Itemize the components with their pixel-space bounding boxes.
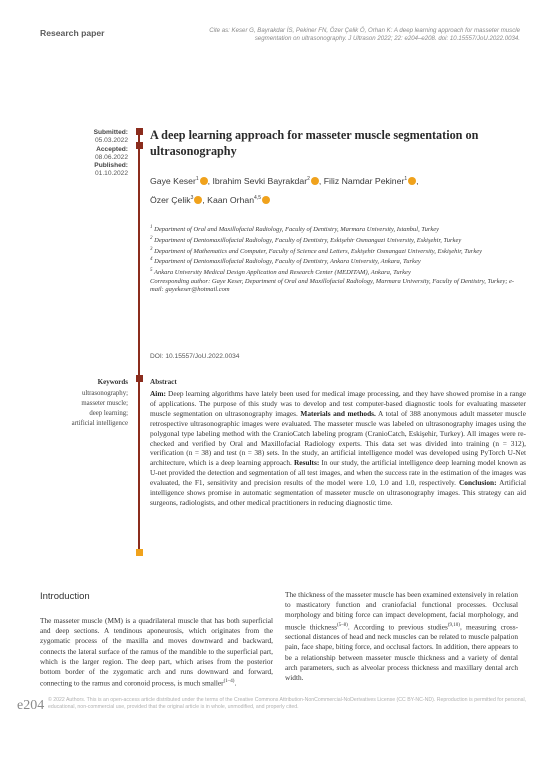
keywords-heading: Keywords [97,378,128,386]
orcid-icon[interactable] [311,177,319,185]
article-title: A deep learning approach for masseter muscle segmentation on ultrasonography [150,128,479,158]
author-name: Ibrahim Sevki Bayrakdar [212,175,308,186]
affiliation-item: $^1$ Department of Oral and Maxillofacial Radiology, Faculty of Dentistry, Marmara University, Istanbul, Turkey [150,225,440,234]
abstract-methods: A total of 388 anonymous adult masseter muscle retrospective ultrasonographic images were evaluated. The masseter muscle was labeled on ultrasonography images using the polygonal type labeling method with the CranioCatch labeling program (CranioCatch, Eskişehir, Turkey). All images were re-checked and verified by Oral and Maxillofacial Radiology experts. This data set was divided into training (n = 312), verification (n = 38) and test (n = 38) sets. In the study, an artificial intelligence model was developed using PyTorch U-Net architecture, which is a deep learning approach. [150,408,526,468]
accent-square [136,128,143,135]
submitted-date: 05.03.2022 [94,137,128,145]
citation: Cite as: Keser G, Bayrakdar İS, Pekiner FN, Özer Çelik Ö, Orhan K: A deep learning approach for masseter muscle segmentation on ultrasonography. J Ultrason 2022; 22: e204–e208. doi: 10.15557/JoU.2022.0034. [209,27,520,43]
affiliation-item: $^4$ Department of Dentomaxillofacial Radiology, Faculty of Dentistry, Ankara University, Ankara, Turkey [150,257,421,266]
affiliation-item: $^5$ Ankara University Medical Design Application and Research Center (MEDITAM), Ankara, Turkey [150,268,411,277]
keywords-list [30,389,128,429]
accepted-date: 08.06.2022 [94,153,128,161]
abstract-aim-label: Aim: [150,389,166,398]
abstract-conclusion: Artificial intelligence shows promise in automatic segmentation of masseter muscle on ultrasonography images. This strategy can aid surgeons, radiologists, and other medical practitioners in reducing diagnostic time. [150,478,526,507]
published-label: Published: [94,162,128,170]
introduction-column-2: The thickness of the masseter muscle has been examined extensively in relation to masticatory function and craniofacial functional processes. Occlusal morphology and biting force can impact development, facial morphology, and muscle thickness$^{(5-8)}$. According to previous studies$^{(9,10)}$, measuring cross-sectional distances of head and neck muscles can be related to muscle palpation pain, face shape, biting force, and occlusal factors. In addition, there appears to be a relationship between masseter muscle thickness and a variety of dental arch parameters, such as alveolar process thickness and maxillary dental arch width. [285,590,518,683]
accent-square [136,142,143,149]
page-number: e204 [17,698,45,713]
accent-square-end [136,549,143,556]
abstract-aim: Deep learning algorithms have lately been used for medical image processing, and they have showed promise in a range of applications. The purpose of this study was to develop and test computer-based diagnostic tools for evaluating masseter muscle segmentation on ultrasonography images. [150,389,526,418]
abstract-body [150,389,526,508]
accent-line [138,132,140,555]
affiliations [150,224,525,295]
abstract-results-label: Results: [293,458,320,468]
author-list: Gaye Keser$^1$ , Ibrahim Sevki Bayrakdar$^2$ , Filiz Namdar Pekiner$^1$ , Özer Çelik$^3$ , Kaan Orhan$^{4,5}$ [150,175,419,205]
keyword: ultrasonography; [81,390,128,397]
introduction-heading: Introduction [40,591,90,602]
affiliation-item: $^2$ Department of Dentomaxillofacial Radiology, Faculty of Dentistry, Eskişehir Osmangazi University, Eskişehir, Turkey [150,235,462,244]
orcid-icon[interactable] [200,177,208,185]
publication-dates [60,129,128,179]
author-name: Filiz Namdar Pekiner [323,175,405,186]
abstract-heading: Abstract [150,378,177,386]
keyword: masseter muscle; [81,400,128,407]
license-text: © 2022 Authors. This is an open-access article distributed under the terms of the Creative Commons Attribution-NonCommercial-NoDerivatives License (CC BY-NC-ND). Reproduction is permitted for personal, educational, non-commercial use, provided that the original article is in whole, unmodified, and properly cited. [48,697,527,710]
abstract-methods-label: Materials and methods. [300,408,376,418]
author-name: Kaan Orhan [207,194,255,205]
introduction-column-1: The masseter muscle (MM) is a quadrilateral muscle that has both superficial and deep sections. A tendinous aponeurosis, which originates from the zygomatic process of the maxilla and moves downward and backward, connects the lateral surface of the ramus of the mandible to the superficial part, which is the larger region. The deep part, which arises from the posterior bottom border of the zygomatic arch and runs downward and forward, connecting to the ramus and coronoid process, is much smaller$^{(1-4)}$. [40,616,273,688]
keyword: artificial intelligence [71,420,128,427]
keyword: deep learning; [89,410,128,417]
abstract-results: In our study, the artificial intelligence deep learning model known as U-net provided the detection and segmentation of all test images, and when the success rate in the estimation of the images was evaluated, the F1, sensitivity and precision results of the model were 1.0, 1.0 and 1.0, respectively. [150,458,527,488]
orcid-icon[interactable] [194,196,202,204]
author-name: Özer Çelik [150,194,191,205]
accepted-label: Accepted: [96,145,128,153]
orcid-icon[interactable] [408,177,416,185]
corresponding-author: Corresponding author: Gaye Keser, Department of Oral and Maxillofacial Radiology, Marmara University, Faculty of Dentistry, Turkey; e-mail: gayekeser@hotmail.com [150,277,515,294]
author-name: Gaye Keser [150,175,196,186]
affiliation-item: $^3$ Department of Mathematics and Computer, Faculty of Science and Letters, Eskişehir Osmangazi University, Eskişehir, Turkey [150,246,482,255]
accent-square [136,375,143,382]
abstract-conclusion-label: Conclusion: [458,478,497,488]
published-date: 01.10.2022 [94,170,128,178]
submitted-label: Submitted: [93,129,128,136]
article-type-label: Research paper [40,28,105,38]
doi-link[interactable]: DOI: 10.15557/JoU.2022.0034 [150,353,240,360]
orcid-icon[interactable] [262,196,270,204]
